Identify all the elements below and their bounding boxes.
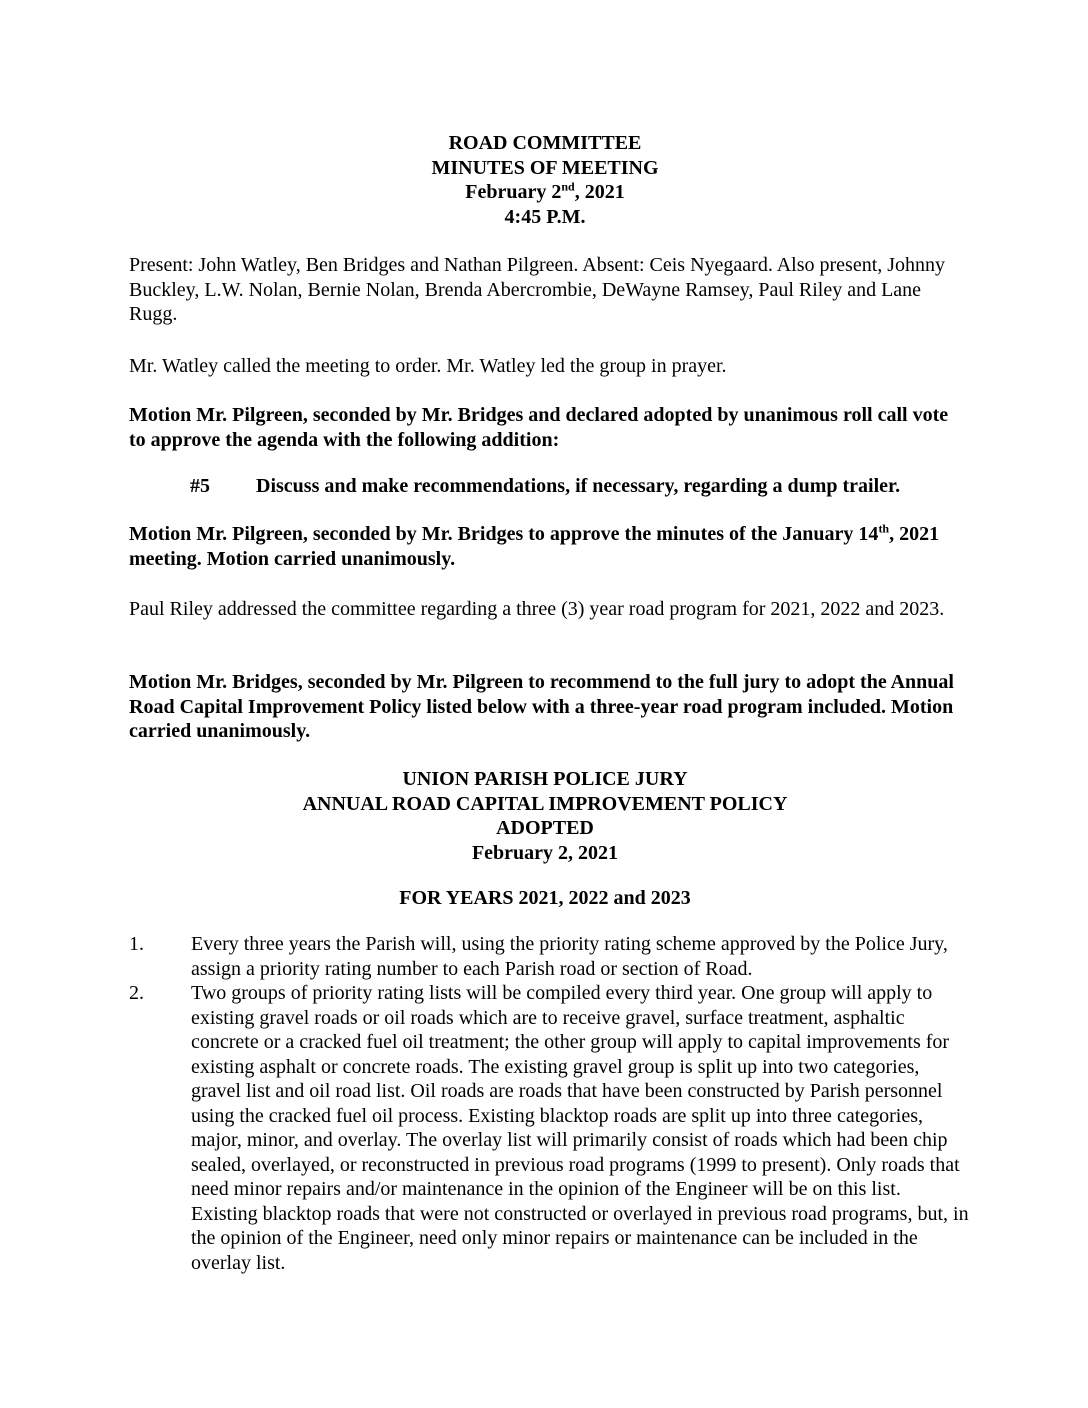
policy-years-heading: FOR YEARS 2021, 2022 and 2023 — [399, 887, 691, 909]
minutes-title: MINUTES OF MEETING — [431, 156, 659, 179]
policy-motion: Motion Mr. Bridges, seconded by Mr. Pilgreen to recommend to the full jury to adopt the Annual Road Capital Improvement Policy listed below with a three-year road program included. Motion carried unanimously. — [129, 671, 954, 742]
meeting-date: February 2nd, 2021 — [465, 179, 625, 203]
policy-item-number: 1. — [129, 933, 144, 955]
attendance-paragraph: Present: John Watley, Ben Bridges and Nathan Pilgreen. Absent: Ceis Nyegaard. Also present, Johnny Buckley, L.W. Nolan, Bernie Nolan, Brenda Abercrombie, DeWayne Ramsey, Paul Riley and Lane Rugg. — [129, 254, 946, 325]
policy-item — [129, 981, 969, 1275]
agenda-item — [190, 474, 900, 499]
policy-item-text: Every three years the Parish will, using the priority rating scheme approved by the Police Jury, assign a priority rating number to each Parish road or section of Road. — [191, 933, 948, 980]
riley-statement-paragraph: Paul Riley addressed the committee regarding a three (3) year road program for 2021, 2022 and 2023. — [129, 598, 945, 620]
minutes-approval-motion: Motion Mr. Pilgreen, seconded by Mr. Bridges to approve the minutes of the January 14th, 2021 meeting. Motion carried unanimously. — [129, 521, 940, 570]
adopted-label: ADOPTED — [496, 817, 594, 839]
agenda-item-text: Discuss and make recommendations, if necessary, regarding a dump trailer. — [256, 475, 901, 497]
policy-header — [129, 767, 961, 865]
meeting-time: 4:45 P.M. — [504, 205, 586, 228]
committee-title: ROAD COMMITTEE — [448, 132, 642, 154]
policy-list — [129, 932, 969, 1275]
policy-item-number: 2. — [129, 982, 144, 1004]
agenda-item-number: #5 — [190, 475, 210, 497]
call-to-order-paragraph: Mr. Watley called the meeting to order. Mr. Watley led the group in prayer. — [129, 355, 727, 377]
minutes-header — [129, 131, 961, 229]
policy-item — [129, 932, 969, 981]
adopted-date: February 2, 2021 — [471, 841, 619, 864]
police-jury-title: UNION PARISH POLICE JURY — [402, 768, 688, 790]
agenda-motion: Motion Mr. Pilgreen, seconded by Mr. Bridges and declared adopted by unanimous roll call vote to approve the agenda with the following addition: — [129, 404, 949, 451]
policy-title: ANNUAL ROAD CAPITAL IMPROVEMENT POLICY — [302, 792, 788, 815]
policy-item-text: Two groups of priority rating lists will be compiled every third year. One group will apply to existing gravel roads or oil roads which are to receive gravel, surface treatment, asphaltic concrete or a cracked fuel oil treatment; the other group will apply to capital improvements for existing asphalt or concrete roads. The existing gravel group is split up into two categories, gravel list and oil road list. Oil roads are roads that have been constructed by Parish personnel using the cracked fuel oil process. Existing blacktop roads are split up into three categories, major, minor, and overlay. The overlay list will primarily consist of roads which had been chip sealed, overlayed, or reconstructed in previous road programs (1999 to present). Only roads that need minor repairs and/or maintenance in the opinion of the Engineer will be on this list. Existing blacktop roads that were not constructed or overlayed in previous road programs, but, in the opinion of the Engineer, need only minor repairs or maintenance can be included in the overlay list. — [191, 982, 969, 1274]
